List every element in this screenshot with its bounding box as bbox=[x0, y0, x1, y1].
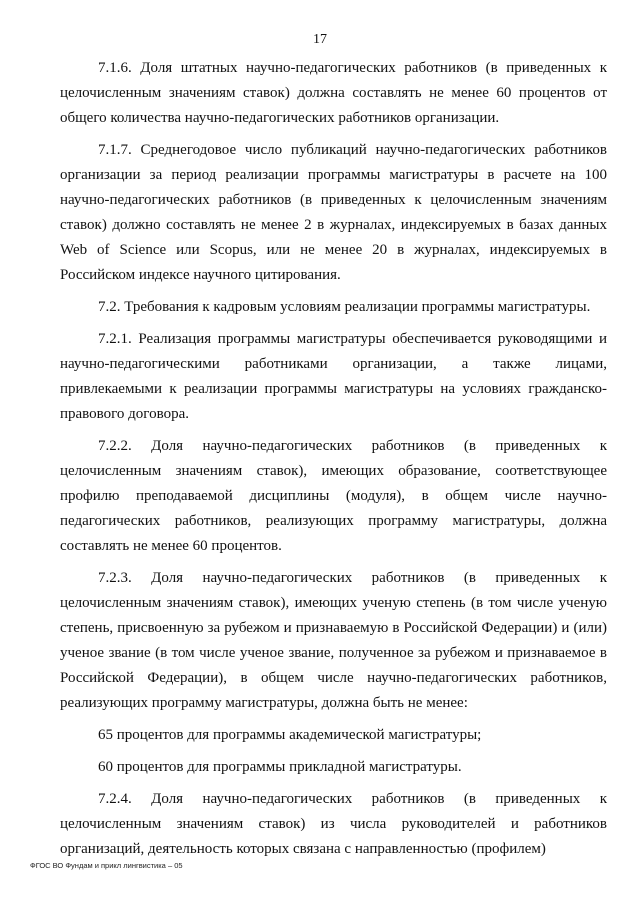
paragraph-7-2-1: 7.2.1. Реализация программы магистратуры обеспечивается руководящими и научно-педагогическими работниками организации, а также лицами, привлекаемыми к реализации программы магистратуры на условиях гражданско-правового договора. bbox=[60, 331, 607, 422]
paragraph-7-2-3: 7.2.3. Доля научно-педагогических работников (в приведенных к целочисленным значениям ставок), имеющих ученую степень (в том числе ученую степень, присвоенную за рубежом и признаваемую в Российской Федерации) и (или) ученое звание (в том числе ученое звание, полученное за рубежом и признаваемое в Российской Федерации), в общем числе научно-педагогических работников, реализующих программу магистратуры, должна быть не менее: bbox=[60, 570, 607, 711]
paragraph-7-2-4: 7.2.4. Доля научно-педагогических работников (в приведенных к целочисленным значениям ставок) из числа руководителей и работников организаций, деятельность которых связана с направленностью (профилем) bbox=[60, 791, 607, 857]
footer-note: ФГОС ВО Фундам и прикл лингвистика – 05 bbox=[30, 861, 183, 870]
section-heading-7-2: 7.2. Требования к кадровым условиям реализации программы магистратуры. bbox=[98, 299, 591, 315]
page-number: 17 bbox=[313, 32, 327, 47]
paragraph-7-1-6: 7.1.6. Доля штатных научно-педагогических работников (в приведенных к целочисленным значениям ставок) должна составлять не менее 60 процентов от общего количества научно-педагогических работников организации. bbox=[60, 60, 607, 126]
list-item-academic: 65 процентов для программы академической магистратуры; bbox=[98, 727, 482, 743]
paragraph-7-2-2: 7.2.2. Доля научно-педагогических работников (в приведенных к целочисленным значениям ставок), имеющих образование, соответствующее профилю преподаваемой дисциплины (модуля), в общем числе научно-педагогических работников, реализующих программу магистратуры, должна составлять не менее 60 процентов. bbox=[60, 438, 607, 554]
paragraph-7-1-7: 7.1.7. Среднегодовое число публикаций научно-педагогических работников организации за период реализации программы магистратуры в расчете на 100 научно-педагогических работников (в приведенных к целочисленным значениям ставок) должно составлять не менее 2 в журналах, индексируемых в базах данных Web of Science или Scopus, или не менее 20 в журналах, индексируемых в Российском индексе научного цитирования. bbox=[60, 142, 607, 283]
list-item-applied: 60 процентов для программы прикладной магистратуры. bbox=[98, 759, 462, 775]
document-body bbox=[60, 56, 607, 862]
